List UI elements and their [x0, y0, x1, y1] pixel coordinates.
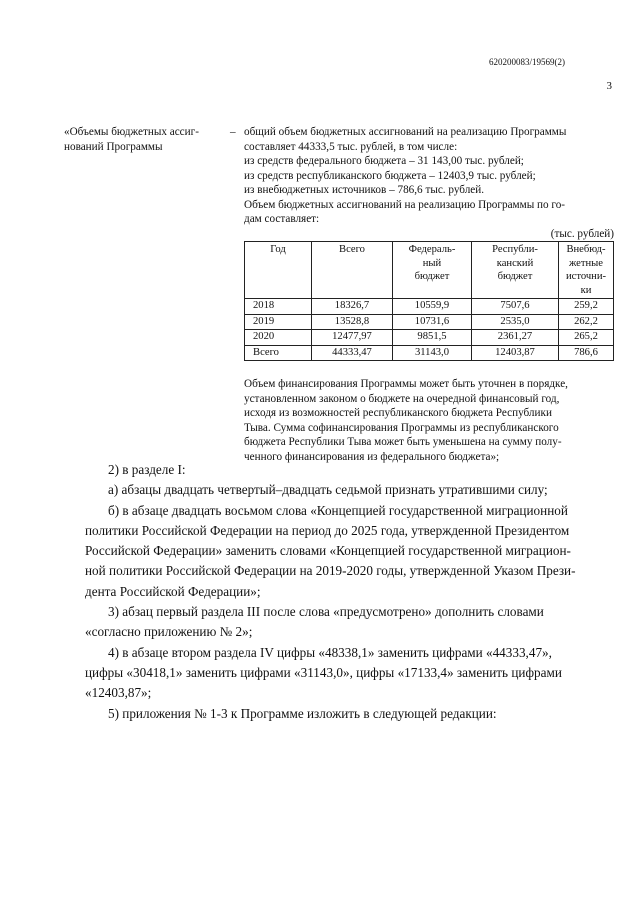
header-cell-extrabudget — [559, 242, 614, 299]
table-cell: 259,2 — [559, 299, 614, 315]
table-cell: 786,6 — [559, 345, 614, 361]
note-line: Тыва. Сумма софинансирования Программы из республиканского — [244, 421, 559, 434]
note-line: Объем финансирования Программы может быть уточнен в порядке, — [244, 378, 568, 390]
table-cell: Всего — [245, 345, 312, 361]
header-line: бюджет — [497, 271, 533, 282]
table-cell: 2019 — [245, 314, 312, 330]
passport-line: из внебюджетных источников – 786,6 тыс. рублей. — [244, 184, 485, 196]
page-number: 3 — [606, 80, 612, 92]
passport-label-line: нований Программы — [64, 140, 163, 153]
header-line: Всего — [339, 244, 365, 255]
passport-line: общий объем бюджетных ассигнований на реализацию Программы — [244, 126, 567, 138]
funding-note — [244, 377, 614, 464]
table-unit: (тыс. рублей) — [550, 227, 614, 240]
paragraph-continuation: Российской Федерации» заменить словами «Концепцией государственной миграцион- — [85, 543, 571, 559]
passport-label-line: «Объемы бюджетных ассиг- — [64, 126, 199, 138]
paragraph-continuation: ной политики Российской Федерации на 2019-2020 годы, утвержденной Указом Прези- — [85, 563, 576, 579]
table-cell: 265,2 — [559, 330, 614, 346]
passport-content — [244, 125, 614, 464]
table-cell: 262,2 — [559, 314, 614, 330]
note-line: ченного финансирования из федерального бюджета»; — [244, 450, 500, 463]
table-cell: 9851,5 — [393, 330, 472, 346]
document-id: 620200083/19569(2) — [489, 57, 565, 67]
table-row — [245, 330, 614, 346]
paragraph: 3) абзац первый раздела III после слова «предусмотрено» дополнить словами — [108, 604, 544, 620]
table-cell: 12477,97 — [312, 330, 393, 346]
passport-line: из средств федерального бюджета – 31 143,00 тыс. рублей; — [244, 155, 524, 167]
header-line: ный — [422, 257, 442, 269]
table-cell: 2018 — [245, 299, 312, 315]
passport-line: из средств республиканского бюджета – 12403,9 тыс. рублей; — [244, 169, 536, 182]
header-line: Внебюд- — [566, 244, 606, 255]
table-header-row — [245, 242, 614, 299]
header-cell-year — [245, 242, 312, 299]
passport-line: дам составляет: — [244, 213, 320, 225]
table-row-total — [245, 345, 614, 361]
table-row — [245, 299, 614, 315]
budget-table — [244, 241, 614, 361]
table-cell: 18326,7 — [312, 299, 393, 315]
header-cell-republic — [472, 242, 559, 299]
header-line: Республи- — [492, 244, 538, 255]
table-cell: 44333,47 — [312, 345, 393, 361]
paragraph: 4) в абзаце втором раздела IV цифры «48338,1» заменить цифрами «44333,47», — [108, 644, 552, 660]
table-cell: 2020 — [245, 330, 312, 346]
table-cell: 2361,27 — [472, 330, 559, 346]
header-line: источни- — [565, 271, 607, 282]
header-line: ки — [580, 284, 592, 296]
header-line: бюджет — [414, 271, 450, 282]
passport-line: составляет 44333,5 тыс. рублей, в том числе: — [244, 140, 458, 153]
paragraph-continuation: политики Российской Федерации на период до 2025 года, утвержденной Президентом — [85, 522, 570, 538]
paragraph: 2) в разделе I: — [108, 462, 186, 477]
note-line: установленном законом о бюджете на очередной финансовый год, — [244, 392, 560, 405]
paragraph-continuation: дента Российской Федерации»; — [85, 583, 261, 599]
table-cell: 10731,6 — [393, 314, 472, 330]
header-cell-federal — [393, 242, 472, 299]
paragraph-continuation: «12403,87»; — [85, 685, 152, 701]
header-cell-total — [312, 242, 393, 299]
header-line: жетные — [568, 257, 603, 269]
header-line: Год — [270, 244, 286, 255]
table-cell: 10559,9 — [393, 299, 472, 315]
paragraph-continuation: «согласно приложению № 2»; — [85, 624, 253, 640]
table-cell: 2535,0 — [472, 314, 559, 330]
amendments-body — [85, 460, 615, 724]
passport-label — [64, 125, 224, 154]
passport-dash: – — [230, 126, 236, 138]
passport-line: Объем бюджетных ассигнований на реализацию Программы по го- — [244, 198, 566, 211]
note-line: бюджета Республики Тыва может быть уменьшена на сумму полу- — [244, 436, 562, 448]
header-line: канский — [496, 257, 534, 269]
table-cell: 12403,87 — [472, 345, 559, 361]
table-cell: 13528,8 — [312, 314, 393, 330]
paragraph-continuation: цифры «30418,1» заменить цифрами «31143,0», цифры «17133,4» заменить цифрами — [85, 664, 562, 680]
header-line: Федераль- — [408, 244, 456, 255]
note-line: исходя из возможностей республиканского бюджета Республики — [244, 407, 552, 419]
paragraph: 5) приложения № 1-3 к Программе изложить в следующей редакции: — [108, 705, 497, 721]
table-cell: 31143,0 — [393, 345, 472, 361]
paragraph: а) абзацы двадцать четвертый–двадцать седьмой признать утратившими силу; — [108, 482, 548, 498]
table-row — [245, 314, 614, 330]
table-cell: 7507,6 — [472, 299, 559, 315]
paragraph: б) в абзаце двадцать восьмом слова «Концепцией государственной миграционной — [108, 502, 568, 518]
